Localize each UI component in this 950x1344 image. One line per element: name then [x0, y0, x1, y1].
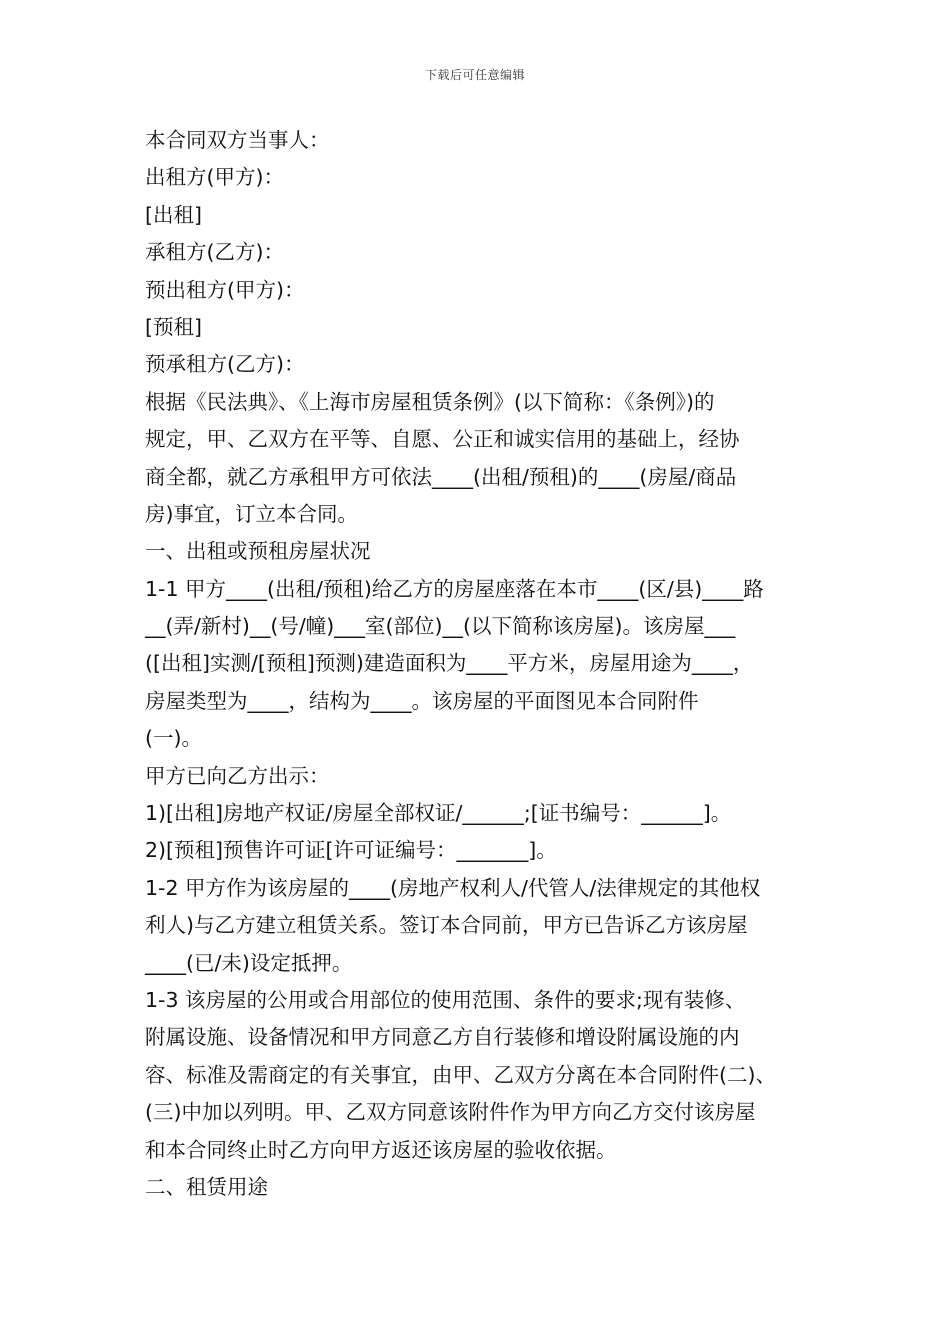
page-header-note: 下载后可任意编辑	[424, 68, 525, 82]
text-line: 房)事宜，订立本合同。	[145, 501, 358, 526]
document-body	[145, 122, 835, 1206]
text-line: 根据《民法典》、《上海市房屋租赁条例》(以下简称：《条例》)的	[145, 389, 715, 414]
text-line: 利人)与乙方建立租赁关系。签订本合同前，甲方已告诉乙方该房屋	[145, 913, 748, 938]
text-line: 2)[预租]预售许可证[许可证编号：_______]。	[145, 838, 557, 863]
text-line: 1-3 该房屋的公用或合用部位的使用范围、条件的要求;现有装修、	[145, 987, 746, 1012]
text-line: 房屋类型为____，结构为____。该房屋的平面图见本合同附件	[145, 688, 699, 713]
text-line: [预租]	[145, 314, 202, 339]
text-line: ____(已/未)设定抵押。	[145, 950, 353, 975]
text-line: 承租方(乙方)：	[145, 240, 284, 265]
text-line: 1-2 甲方作为该房屋的____(房地产权利人/代管人/法律规定的其他权	[145, 875, 761, 900]
text-line: __(弄/新村)__(号/幢)___室(部位)__(以下简称该房屋)。该房屋___	[145, 614, 736, 639]
text-line: 预出租方(甲方)：	[145, 277, 305, 302]
text-line: 商全都，就乙方承租甲方可依法____(出租/预租)的____(房屋/商品	[145, 464, 737, 489]
text-line: ([出租]实测/[预租]预测)建造面积为____平方米，房屋用途为____，	[145, 651, 754, 676]
text-line: 甲方已向乙方出示：	[145, 763, 330, 788]
text-line: 1-1 甲方____(出租/预租)给乙方的房屋座落在本市____(区/县)____路	[145, 576, 764, 601]
text-line: 出租方(甲方)：	[145, 165, 284, 190]
text-line: 和本合同终止时乙方向甲方返还该房屋的验收依据。	[145, 1137, 617, 1162]
text-line: (三)中加以列明。甲、乙双方同意该附件作为甲方向乙方交付该房屋	[145, 1100, 756, 1125]
text-line: 规定，甲、乙双方在平等、自愿、公正和诚实信用的基础上，经协	[145, 427, 740, 452]
text-line: 附属设施、设备情况和甲方同意乙方自行装修和增设附属设施的内	[145, 1025, 740, 1050]
section-heading: 一、出租或预租房屋状况	[145, 539, 371, 564]
text-line: 本合同双方当事人：	[145, 128, 330, 152]
section-heading: 二、租赁用途	[145, 1174, 268, 1199]
text-line: 容、标准及需商定的有关事宜，由甲、乙双方分离在本合同附件(二)、	[145, 1062, 776, 1087]
text-line: (一)。	[145, 726, 202, 751]
text-line: 1)[出租]房地产权证/房屋全部权证/______;[证书编号：______]。	[145, 801, 732, 826]
text-line: [出租]	[145, 202, 202, 227]
text-line: 预承租方(乙方)：	[145, 352, 305, 377]
